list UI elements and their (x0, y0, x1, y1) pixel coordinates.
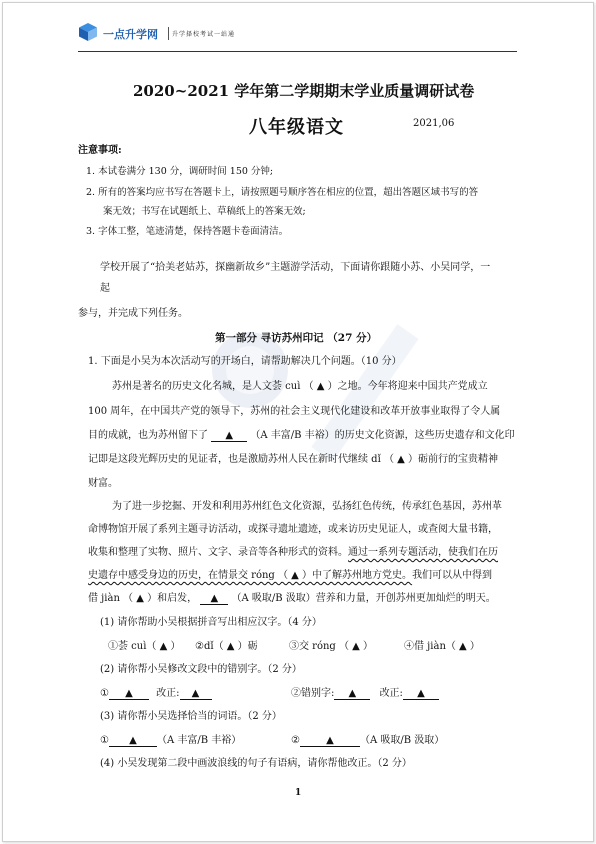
passage-line: 收集和整理了实物、照片、文字、录音等各种形式的资料。通过一系列专题活动，使我们在历 (88, 547, 498, 558)
note-item: 3. 字体工整，笔迹清楚，保持答题卡卷面清洁。 (86, 226, 289, 237)
header-rule (78, 51, 517, 52)
logo-cube-icon (78, 22, 98, 42)
passage-line: 命博物馆开展了系列主题寻访活动，或探寻遗址遗迹，或来访历史见证人，或查阅大量书籍， (88, 524, 498, 535)
passage-line: 目的成就，也为苏州留下了 ▲ （A 丰富/B 丰裕）的历史文化资源，这些历史遗存和文化印 (88, 430, 515, 441)
subquestion-stem: (4) 小吴发现第二段中画波浪线的句子有语病，请你帮他改正。（2 分） (100, 758, 412, 769)
passage-line: 为了进一步挖掘、开发和利用苏州红色文化资源，弘扬红色传统，传承红色基因，苏州革 (112, 501, 502, 512)
word-choice-row: ① ▲ （A 丰富/B 丰裕） (100, 735, 242, 746)
subquestion-stem: (3) 请你帮小吴选择恰当的词语。（2 分） (100, 711, 282, 722)
note-item: 1. 本试卷满分 130 分，调研时间 150 分钟; (86, 166, 274, 177)
logo-text: 一点升学网 (103, 28, 158, 41)
passage-line: 史遗存中感受身边的历史，在情景交 róng （ ▲ ）中了解苏州地方党史。我们可以从中得到 (88, 570, 493, 581)
subquestion-stem: (1) 请你帮助小吴根据拼音写出相应汉字。（4 分） (100, 617, 322, 628)
answer-blank: ▲ (200, 593, 228, 605)
pinyin-item: ①荟 cuì（ ▲ ） (108, 641, 181, 652)
note-item: 2. 所有的答案均应书写在答题卡上，请按照题号顺序答在相应的位置，超出答题区域书写的答 (86, 187, 479, 198)
notes-heading: 注意事项: (78, 145, 122, 156)
passage-line: 财富。 (88, 478, 118, 489)
wavy-sentence: 史遗存中感受身边的历史，在情景交 róng （ ▲ ）中了解苏州地方党史。 (88, 570, 413, 581)
intro-line: 参与，并完成下列任务。 (78, 308, 188, 319)
question-stem: 1. 下面是小吴为本次活动写的开场白，请帮助解决几个问题。（10 分） (88, 356, 402, 367)
pinyin-item: ②dǐ（ ▲ ）砺 (195, 641, 258, 652)
subject-title: 八年级语文 (249, 117, 344, 138)
intro-line: 起 (100, 283, 110, 294)
logo-divider (168, 27, 169, 40)
subquestion-stem: (2) 请你帮小吴修改文段中的错别字。（2 分） (100, 664, 302, 675)
section-heading: 第一部分 寻访苏州印记 （27 分） (215, 332, 378, 344)
answer-blank: ▲ (300, 735, 360, 747)
intro-line: 学校开展了“拾美老姑苏，探幽新故乡”主题游学活动，下面请你跟随小苏、小吴同学，一 (100, 262, 491, 273)
correction-row: ②错别字: ▲ 改正: ▲ (291, 684, 439, 700)
answer-blank: ▲ (109, 735, 157, 747)
answer-blank: ▲ (180, 688, 212, 700)
exam-title: 2020~2021 学年第二学期期末学业质量调研试卷 (133, 82, 475, 100)
note-item: 案无效；书写在试题纸上、草稿纸上的答案无效; (103, 206, 306, 217)
pinyin-item: ④借 jiàn（ ▲ ） (404, 641, 480, 652)
passage-line: 苏州是著名的历史文化名城，是人文荟 cuì （ ▲ ）之地。今年将迎来中国共产党成立 (112, 381, 488, 392)
word-choice-row: ② ▲ （A 吸取/B 汲取） (291, 735, 445, 746)
header-slogan: 升学择校考试一站通 (172, 31, 236, 38)
answer-blank: ▲ (334, 688, 370, 700)
wavy-sentence: 通过一系列专题活动，使我们在历 (348, 547, 498, 558)
pinyin-item: ③交 róng （ ▲ ） (289, 641, 374, 652)
correction-row: ① ▲ 改正: ▲ (100, 684, 212, 700)
page-number: 1 (295, 788, 302, 798)
exam-date: 2021,06 (413, 118, 455, 129)
passage-line: 借 jiàn （ ▲ ）和启发， ▲ （A 吸取/B 汲取）营养和力量，开创苏州更加灿烂的明天。 (88, 593, 496, 604)
passage-line: 记即是这段光辉历史的见证者，也是激励苏州人民在新时代继续 dǐ （ ▲ ）砺前行的宝贵精神 (88, 454, 499, 465)
answer-blank: ▲ (109, 688, 149, 700)
answer-blank: ▲ (403, 688, 439, 700)
passage-line: 100 周年，在中国共产党的领导下，苏州的社会主义现代化建设和改革开放事业取得了令人属 (88, 406, 501, 417)
answer-blank: ▲ (211, 430, 247, 442)
